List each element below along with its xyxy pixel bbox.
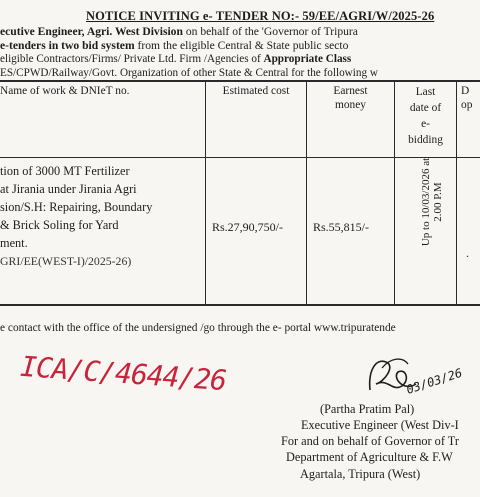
signatory-name: (Partha Pratim Pal) [320, 402, 415, 416]
header-name-of-work: Name of work & DNIeT no. [0, 85, 130, 97]
signatory-on-behalf: For and on behalf of Governor of Tr [281, 434, 459, 448]
work-line-2: at Jirania under Jirania Agri [0, 182, 137, 196]
table-col-divider-2 [306, 80, 307, 305]
handwritten-reference-note: ICA/C/4644/26 [19, 349, 228, 398]
intro-line-2-rest: from the eligible Central & State public secto [134, 39, 349, 52]
intro-line-4: ES/CPWD/Railway/Govt. Organization of other State & Central for the following w [0, 67, 378, 79]
header-last-date [395, 84, 456, 148]
table-top-border [0, 80, 480, 82]
table-header-divider [0, 157, 480, 158]
notice-title: NOTICE INVITING e- TENDER NO:- 59/EE/AGRI/W/2025-26 [86, 9, 435, 23]
work-description [0, 162, 152, 270]
signature-date: 03/03/26 [404, 365, 464, 397]
earnest-money-value: Rs.55,815/- [313, 220, 370, 234]
header-earnest-line-1: Earnest [333, 85, 368, 97]
intro-appropriate-class: Appropriate Class [263, 53, 352, 65]
work-line-4: & Brick Soling for Yard [0, 218, 119, 232]
intro-authority: ecutive Engineer, Agri. West Division [0, 25, 183, 38]
header-last-line-4: bidding [408, 134, 443, 146]
header-last-line-1: Last [415, 86, 436, 98]
work-line-3: sion/S.H: Repairing, Boundary [0, 200, 153, 214]
signatory-department: Department of Agriculture & F.W [286, 450, 453, 464]
signature-stroke-2 [382, 359, 408, 368]
signatory-location: Agartala, Tripura (West) [300, 467, 421, 481]
table-col-divider-1 [205, 80, 206, 305]
intro-line-3 [0, 53, 351, 66]
intro-bid-system: e-tenders in two bid system [0, 39, 135, 52]
header-estimated-cost: Estimated cost [222, 85, 290, 97]
last-date-line-1: Up to 10/03/2026 at [420, 157, 432, 247]
work-line-5: ment. [0, 236, 28, 250]
estimated-cost-value: Rs.27,90,750/- [212, 220, 284, 234]
dniet-reference: GRI/EE(WEST-I)/2025-26) [0, 254, 132, 268]
table-bottom-border [0, 304, 480, 306]
last-date-value [420, 146, 444, 258]
header-d-line-1: D [461, 85, 470, 97]
last-date-line-2: 2.00 P.M [432, 182, 444, 222]
opening-date-value: . [466, 246, 469, 260]
header-date-opening [461, 84, 472, 112]
contact-line: e contact with the office of the undersigned /go through the e- portal www.tripuratende [0, 322, 396, 334]
intro-line-1 [0, 25, 358, 38]
intro-line-3-start: eligible Contractors/Firms/ Private Ltd. Firm /Agencies of [0, 53, 264, 65]
header-earnest-line-2: money [334, 99, 366, 111]
header-last-line-2: date of [409, 102, 442, 114]
signature-scrawl [362, 348, 472, 404]
header-d-line-2: op [461, 99, 473, 111]
header-earnest-money [307, 84, 394, 112]
work-line-1: tion of 3000 MT Fertilizer [0, 164, 130, 178]
intro-line-1-rest: on behalf of the 'Governor of Tripura [182, 25, 358, 38]
signatory-designation: Executive Engineer (West Div-I [301, 418, 459, 432]
header-last-line-3: e- [421, 118, 430, 130]
intro-line-2 [0, 39, 348, 52]
table-col-divider-4 [456, 80, 457, 305]
